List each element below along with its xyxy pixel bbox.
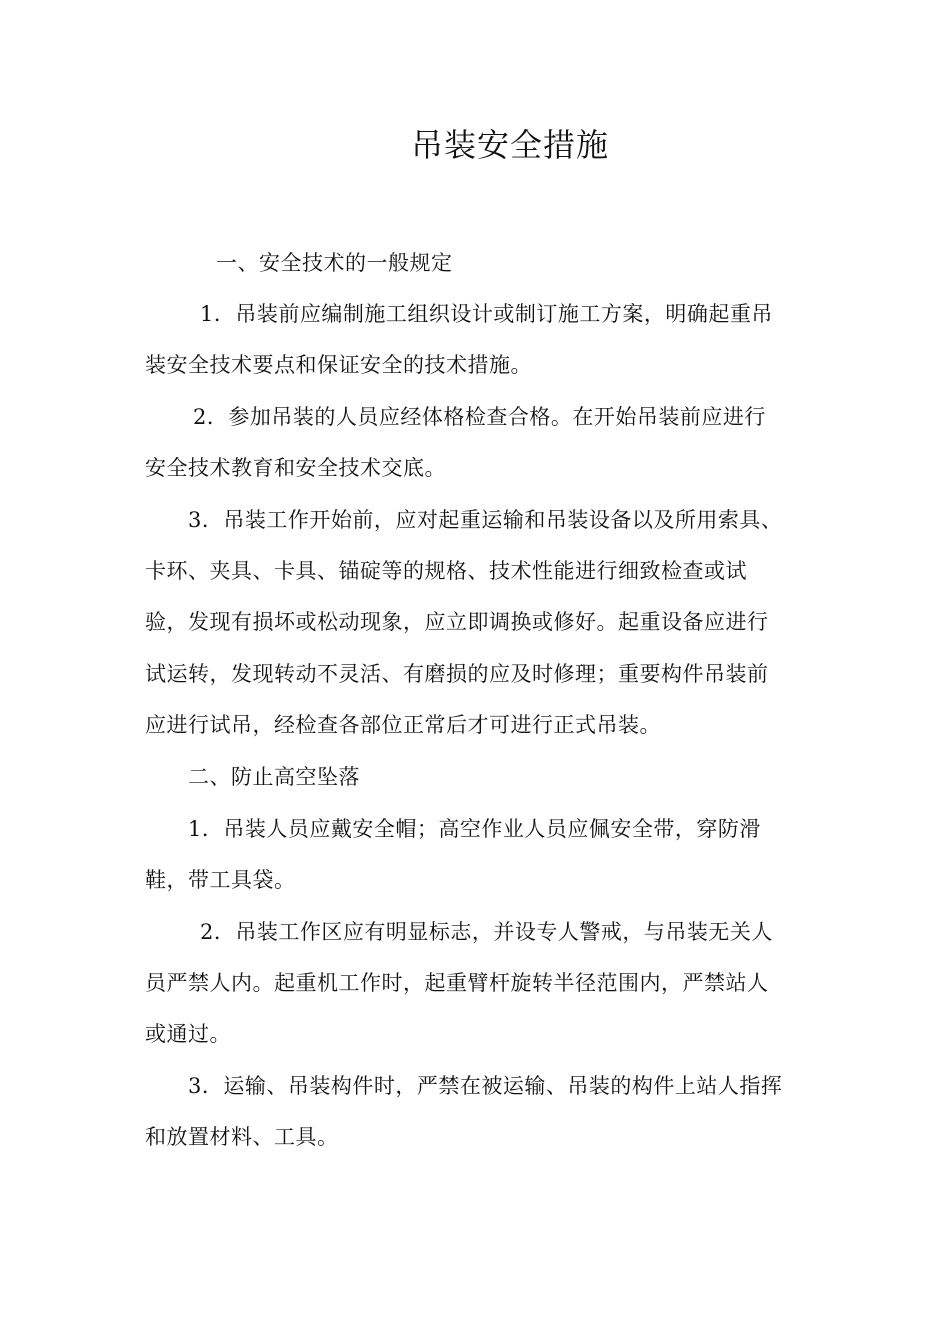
paragraph-line: 卡环、夹具、卡具、锚碇等的规格、技术性能进行细致检查或试 xyxy=(145,559,747,583)
paragraph-line: 安全技术教育和安全技术交底。 xyxy=(145,456,446,480)
paragraph-line: 2．参加吊装的人员应经体格检查合格。在开始吊装前应进行 xyxy=(193,405,766,429)
section-heading-fall-prevention: 二、防止高空坠落 xyxy=(188,765,360,789)
paragraph-line: 应进行试吊，经检查各部位正常后才可进行正式吊装。 xyxy=(145,713,661,737)
paragraph-line: 装安全技术要点和保证安全的技术措施。 xyxy=(145,353,532,377)
paragraph-line: 鞋，带工具袋。 xyxy=(145,868,296,892)
paragraph-line: 3．吊装工作开始前，应对起重运输和吊装设备以及所用索具、 xyxy=(188,508,783,532)
document-title: 吊装安全措施 xyxy=(410,126,609,164)
section-heading-general-rules: 一、安全技术的一般规定 xyxy=(216,251,453,275)
paragraph-line: 3．运输、吊装构件时，严禁在被运输、吊装的构件上站人指挥 xyxy=(188,1074,783,1098)
paragraph-line: 或通过。 xyxy=(145,1022,231,1046)
paragraph-line: 1．吊装前应编制施工组织设计或制订施工方案，明确起重吊 xyxy=(200,302,773,326)
paragraph-line: 和放置材料、工具。 xyxy=(145,1125,339,1149)
paragraph-line: 员严禁人内。起重机工作时，起重臂杆旋转半径范围内，严禁站人 xyxy=(145,971,769,995)
paragraph-line: 2．吊装工作区应有明显标志，并设专人警戒，与吊装无关人 xyxy=(200,920,773,944)
paragraph-line: 试运转，发现转动不灵活、有磨损的应及时修理；重要构件吊装前 xyxy=(145,662,769,686)
paragraph-line: 验，发现有损坏或松动现象，应立即调换或修好。起重设备应进行 xyxy=(145,610,769,634)
paragraph-line: 1．吊装人员应戴安全帽；高空作业人员应佩安全带，穿防滑 xyxy=(188,817,761,841)
